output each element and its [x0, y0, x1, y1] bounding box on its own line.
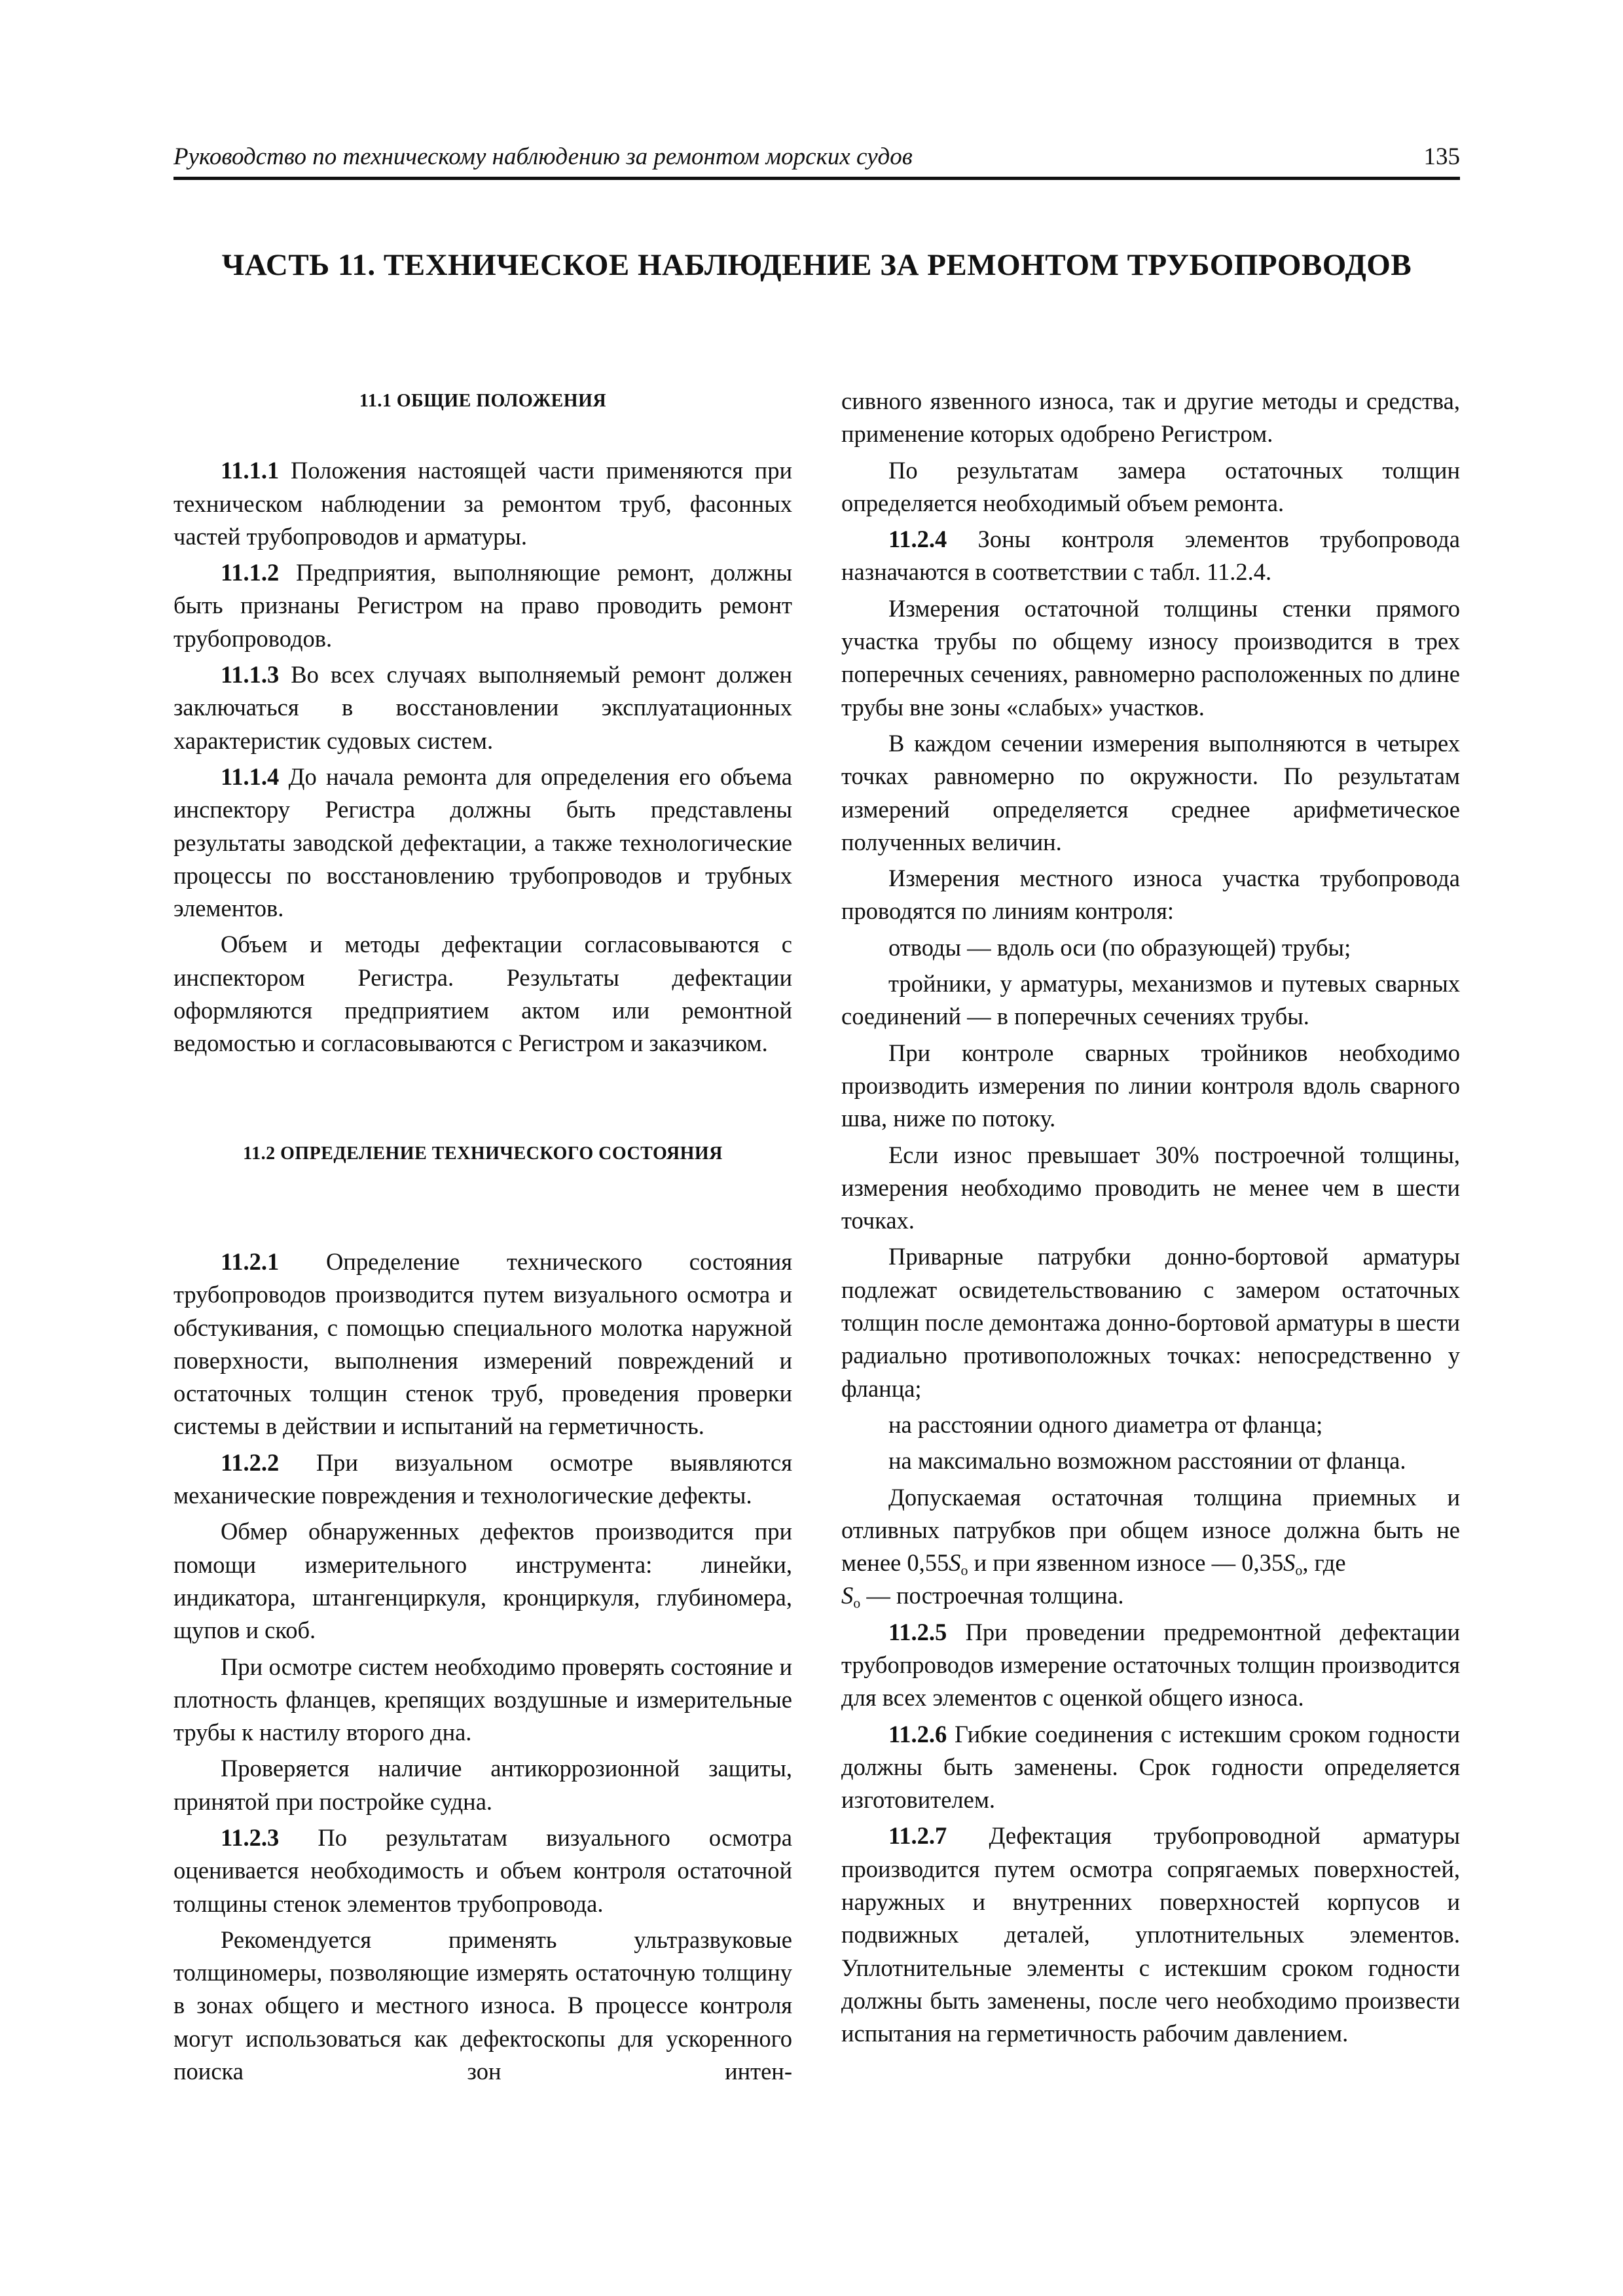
- clause-number: 11.2.5: [888, 1618, 947, 1645]
- paragraph-repair-volume: По результатам замера остаточных толщин определяется необходимый объем ремонта.: [841, 456, 1460, 516]
- paragraph-six-points: Если износ превышает 30% построечной толщины, измерения необходимо проводить не менее чем в шести точках.: [841, 1141, 1460, 1234]
- paragraph-flanges: При осмотре систем необходимо проверять состояние и плотность фланцев, крепящих воздушные и измерительные трубы к настилу второго дна.: [173, 1653, 792, 1746]
- paragraph-bends: отводы — вдоль оси (по образующей) трубы;: [888, 933, 1351, 961]
- paragraph-tees: тройники, у арматуры, механизмов и путевых сварных соединений — в поперечных сечениях трубы.: [841, 970, 1460, 1030]
- right-column: [841, 385, 1460, 2054]
- paragraph-welded-tees: При контроле сварных тройников необходимо производить измерения по линии контроля вдоль сварного шва, ниже по потоку.: [841, 1039, 1460, 1132]
- section-heading-11-1: 11.1 ОБЩИЕ ПОЛОЖЕНИЯ: [359, 391, 607, 411]
- page-number: 135: [1423, 143, 1460, 170]
- paragraph-weld-nozzles: Приварные патрубки донно-бортовой арматуры подлежат освидетельствованию с замером остаточных толщин после демонтажа донно-бортовой арматуры в шести радиально противоположных точках: непосредственно у фланца;: [841, 1243, 1460, 1402]
- left-column: [173, 385, 792, 2091]
- clause-number: 11.1.3: [221, 661, 280, 689]
- paragraph-defect-scope: Объем и методы дефектации согласовываются с инспектором Регистра. Результаты дефектации оформляются предприятием актом или ремонтной ведомостью и согласовываются с Регистром и заказчиком.: [173, 931, 792, 1057]
- paragraph-11-2-4: 11.2.4 Зоны контроля элементов трубопровода назначаются в соответствии с табл. 11.2.4.: [841, 526, 1460, 586]
- paragraph-measure-defects: Обмер обнаруженных дефектов производится при помощи измерительного инструмента: линейки, индикатора, штангенциркуля, кронциркуля, глубиномера, щупов и скоб.: [173, 1518, 792, 1644]
- paragraph-straight-pipe: Измерения остаточной толщины стенки прямого участка трубы по общему износу производится в трех поперечных сечениях, равномерно расположенных по длине трубы вне зоны «слабых» участков.: [841, 594, 1460, 721]
- paragraph-11-1-2: 11.1.2 Предприятия, выполняющие ремонт, должны быть признаны Регистром на право проводить ремонт трубопроводов.: [173, 559, 792, 652]
- paragraph-local-wear: Измерения местного износа участка трубопровода проводятся по линиям контроля:: [841, 865, 1460, 925]
- paragraph-11-1-4: 11.1.4 До начала ремонта для определения его объема инспектору Регистра должны быть представлены результаты заводской дефектации, а также технологические процессы по восстановлению трубопроводов и трубных элементов.: [173, 762, 792, 922]
- header-title: Руководство по техническому наблюдению за ремонтом морских судов: [173, 143, 913, 170]
- clause-number: 11.2.2: [221, 1448, 280, 1476]
- paragraph-corrosion-protection: Проверяется наличие антикоррозионной защиты, принятой при постройке судна.: [173, 1755, 792, 1815]
- paragraph-11-2-7: 11.2.7 Дефектация трубопроводной арматуры производится путем осмотра сопрягаемых поверхностей, наружных и внутренних поверхностей корпусов и подвижных деталей, уплотнительных элементов. Уплотнительные элементы с истекшим сроком годности должны быть заменены, после чего необходимо произвести испытания на герметичность рабочим давлением.: [841, 1822, 1460, 2047]
- clause-number: 11.2.3: [221, 1823, 280, 1851]
- paragraph-ultrasonic: Рекомендуется применять ультразвуковые толщиномеры, позволяющие измерять остаточную толщину в зонах общего и местного износа. В процессе контроля могут использоваться как дефектоскопы для ускоренного поиска зон интен-: [173, 1926, 792, 2085]
- paragraph-continuation-placeholder: сивного язвенного износа, так и другие методы и средства, применение которых одобрено Регистром.: [841, 387, 1460, 448]
- paragraph-four-points: В каждом сечении измерения выполняются в четырех точках равномерно по окружности. По результатам измерений определяется среднее арифметическое полученных величин.: [841, 729, 1460, 855]
- clause-number: 11.2.1: [221, 1247, 280, 1275]
- paragraph-11-2-5: 11.2.5 При проведении предремонтной дефектации трубопроводов измерение остаточных толщин производится для всех элементов с оценкой общего износа.: [841, 1618, 1460, 1712]
- paragraph-11-2-2: 11.2.2 При визуальном осмотре выявляются механические повреждения и технологические дефекты.: [173, 1448, 792, 1509]
- clause-number: 11.2.7: [888, 1822, 947, 1850]
- section-heading-11-2: 11.2 ОПРЕДЕЛЕНИЕ ТЕХНИЧЕСКОГО СОСТОЯНИЯ: [243, 1143, 723, 1164]
- clause-number: 11.1.2: [221, 559, 280, 586]
- paragraph-11-2-3: 11.2.3 По результатам визуального осмотра оценивается необходимость и объем контроля остаточной толщины стенок элементов трубопровода.: [173, 1823, 792, 1917]
- clause-number: 11.2.4: [888, 526, 947, 553]
- paragraph-max-distance: на максимально возможном расстоянии от фланца.: [888, 1447, 1406, 1475]
- paragraph-one-diameter: на расстоянии одного диаметра от фланца;: [888, 1410, 1323, 1438]
- paragraph-allowable-thickness: Допускаемая остаточная толщина приемных и отливных патрубков при общем износе должна быть не менее $0,55S_о$ и при язвенном износе — $0,35S_о$, где $S_о$ — построечная толщина.: [841, 1483, 1460, 1611]
- part-title: ЧАСТЬ 11. ТЕХНИЧЕСКОЕ НАБЛЮДЕНИЕ ЗА РЕМОНТОМ ТРУБОПРОВОДОВ: [221, 248, 1412, 282]
- running-header: [173, 143, 1460, 180]
- clause-number: 11.2.6: [888, 1720, 947, 1748]
- paragraph-11-1-3: 11.1.3 Во всех случаях выполняемый ремонт должен заключаться в восстановлении эксплуатационных характеристик судовых систем.: [173, 661, 792, 754]
- paragraph-11-1-1: 11.1.1 Положения настоящей части применяются при техническом наблюдении за ремонтом труб, фасонных частей трубопроводов и арматуры.: [173, 457, 792, 550]
- clause-number: 11.1.4: [221, 762, 280, 790]
- paragraph-11-2-1: 11.2.1 Определение технического состояния трубопроводов производится путем визуального осмотра и обстукивания, с помощью специального молотка наружной поверхности, выполнения измерений повреждений и остаточных толщин стенок труб, проведения проверки системы в действии и испытаний на герметичность.: [173, 1247, 792, 1440]
- paragraph-11-2-6: 11.2.6 Гибкие соединения с истекшим сроком годности должны быть заменены. Срок годности определяется изготовителем.: [841, 1720, 1460, 1814]
- clause-number: 11.1.1: [221, 457, 280, 484]
